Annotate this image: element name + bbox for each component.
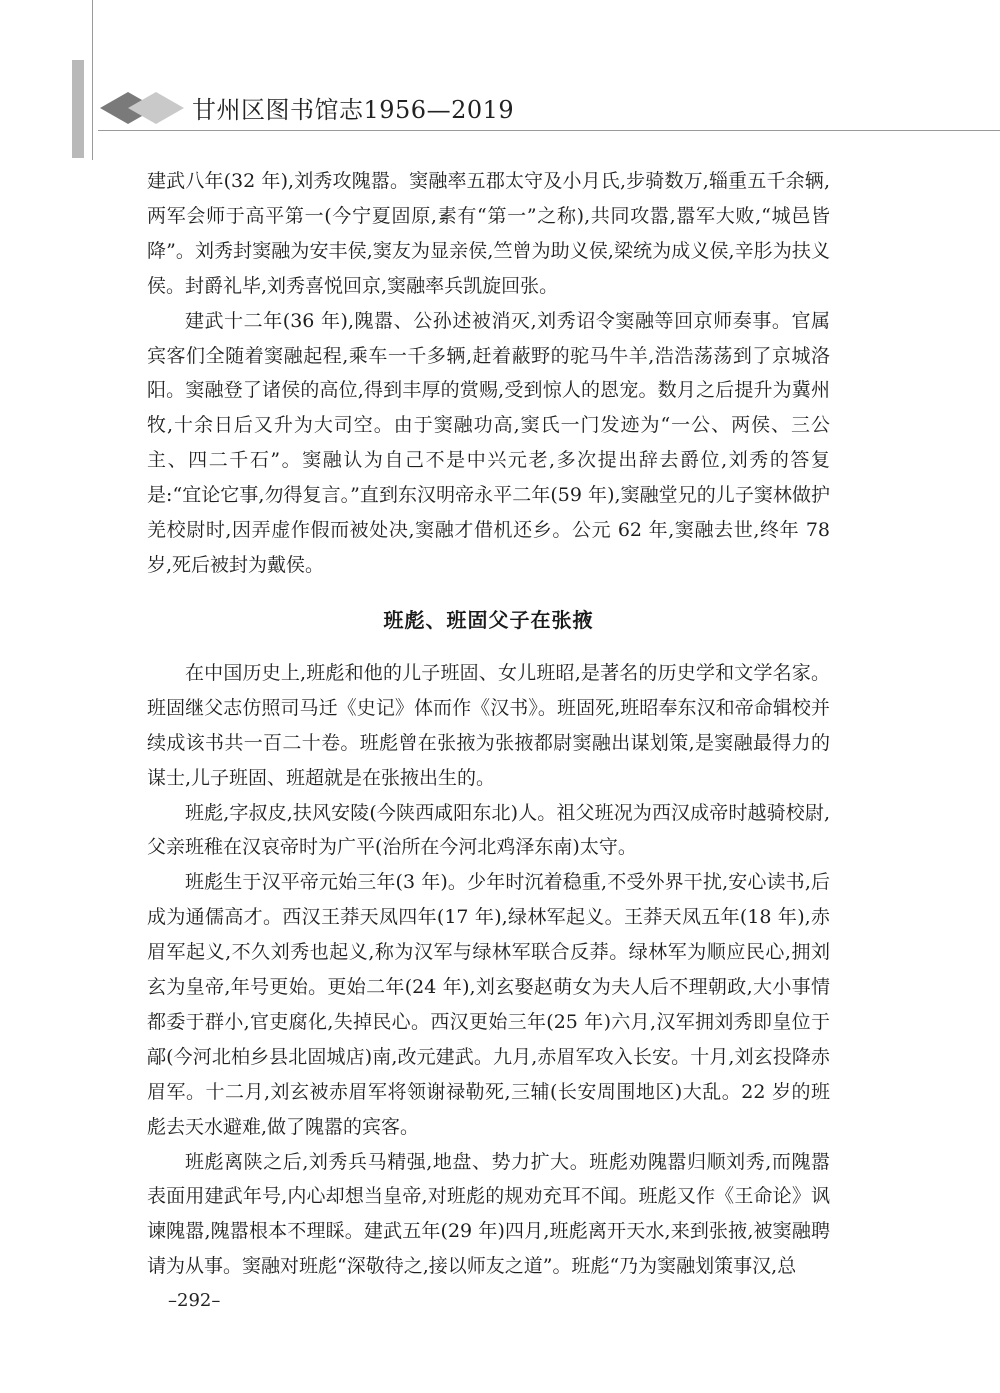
paragraph: 建武八年(32 年),刘秀攻隗嚣。窦融率五郡太守及小月氏,步骑数万,辎重五千余辆,两军会师于高平第一(今宁夏固原,素有“第一”之称),共同攻嚣,嚣军大败,“城邑皆降”。刘秀封窦融为安丰侯,窦友为显亲侯,竺曾为助义侯,梁统为成义侯,辛肜为扶义侯。封爵礼毕,刘秀喜悦回京,窦融率兵凯旋回张。 — [147, 170, 830, 297]
paragraph: 班彪离陕之后,刘秀兵马精强,地盘、势力扩大。班彪劝隗嚣归顺刘秀,而隗嚣表面用建武年号,内心却想当皇帝,对班彪的规劝充耳不闻。班彪又作《王命论》讽谏隗嚣,隗嚣根本不理睬。建武五年(29 年)四月,班彪离开天水,来到张掖,被窦融聘请为从事。窦融对班彪“深敬待之,接以师友之道”。班彪“乃为窦融划策事汉,总 — [147, 1150, 830, 1278]
running-title: 甘州区图书馆志1956—2019 — [192, 96, 515, 124]
header-horizontal-rule — [98, 130, 1000, 131]
header-vertical-rule — [92, 0, 93, 160]
paragraph: 在中国历史上,班彪和他的儿子班固、女儿班昭,是著名的历史学和文学名家。班固继父志仿照司马迁《史记》体而作《汉书》。班固死,班昭奉东汉和帝命辑校并续成该书共一百二十卷。班彪曾在张掖为张掖都尉窦融出谋划策,是窦融最得力的谋士,儿子班固、班超就是在张掖出生的。 — [147, 661, 830, 789]
paragraph: 建武十二年(36 年),隗嚣、公孙述被消灭,刘秀诏令窦融等回京师奏事。官属宾客们全随着窦融起程,乘车一千多辆,赶着蔽野的驼马牛羊,浩浩荡荡到了京城洛阳。窦融登了诸侯的高位,得到丰厚的赏赐,受到惊人的恩宠。数月之后提升为冀州牧,十余日后又升为大司空。由于窦融功高,窦氏一门发迹为“一公、两侯、三公主、四二千石”。窦融认为自己不是中兴元老,多次提出辞去爵位,刘秀的答复是:“宜论它事,勿得复言。”直到东汉明帝永平二年(59 年),窦融堂兄的儿子窦林做护羌校尉时,因弄虚作假而被处决,窦融才借机还乡。公元 62 年,窦融去世,终年 78 岁,死后被封为戴侯。 — [147, 309, 830, 576]
paragraph: 班彪生于汉平帝元始三年(3 年)。少年时沉着稳重,不受外界干扰,安心读书,后成为通儒高才。西汉王莽天凤四年(17 年),绿林军起义。王莽天凤五年(18 年),赤眉军起义,不久刘秀也起义,称为汉军与绿林军联合反莽。绿林军为顺应民心,拥刘玄为皇帝,年号更始。更始二年(24 年),刘玄娶赵萌女为夫人后不理朝政,大小事情都委于群小,官吏腐化,失掉民心。西汉更始三年(25 年)六月,汉军拥刘秀即皇位于鄗(今河北柏乡县北固城店)南,改元建武。九月,赤眉军攻入长安。十月,刘玄投降赤眉军。十二月,刘玄被赤眉军将领谢禄勒死,三辅(长安周围地区)大乱。22 岁的班彪去天水避难,做了隗嚣的宾客。 — [147, 871, 830, 1138]
page-body — [147, 164, 830, 1284]
page-number: –292– — [168, 1290, 221, 1311]
section-title: 班彪、班固父子在张掖 — [383, 607, 594, 632]
diamond-ornament-icon — [98, 88, 188, 128]
header-gray-bar — [72, 60, 84, 158]
paragraph: 班彪,字叔皮,扶风安陵(今陕西咸阳东北)人。祖父班况为西汉成帝时越骑校尉,父亲班稚在汉哀帝时为广平(治所在今河北鸡泽东南)太守。 — [147, 801, 830, 859]
